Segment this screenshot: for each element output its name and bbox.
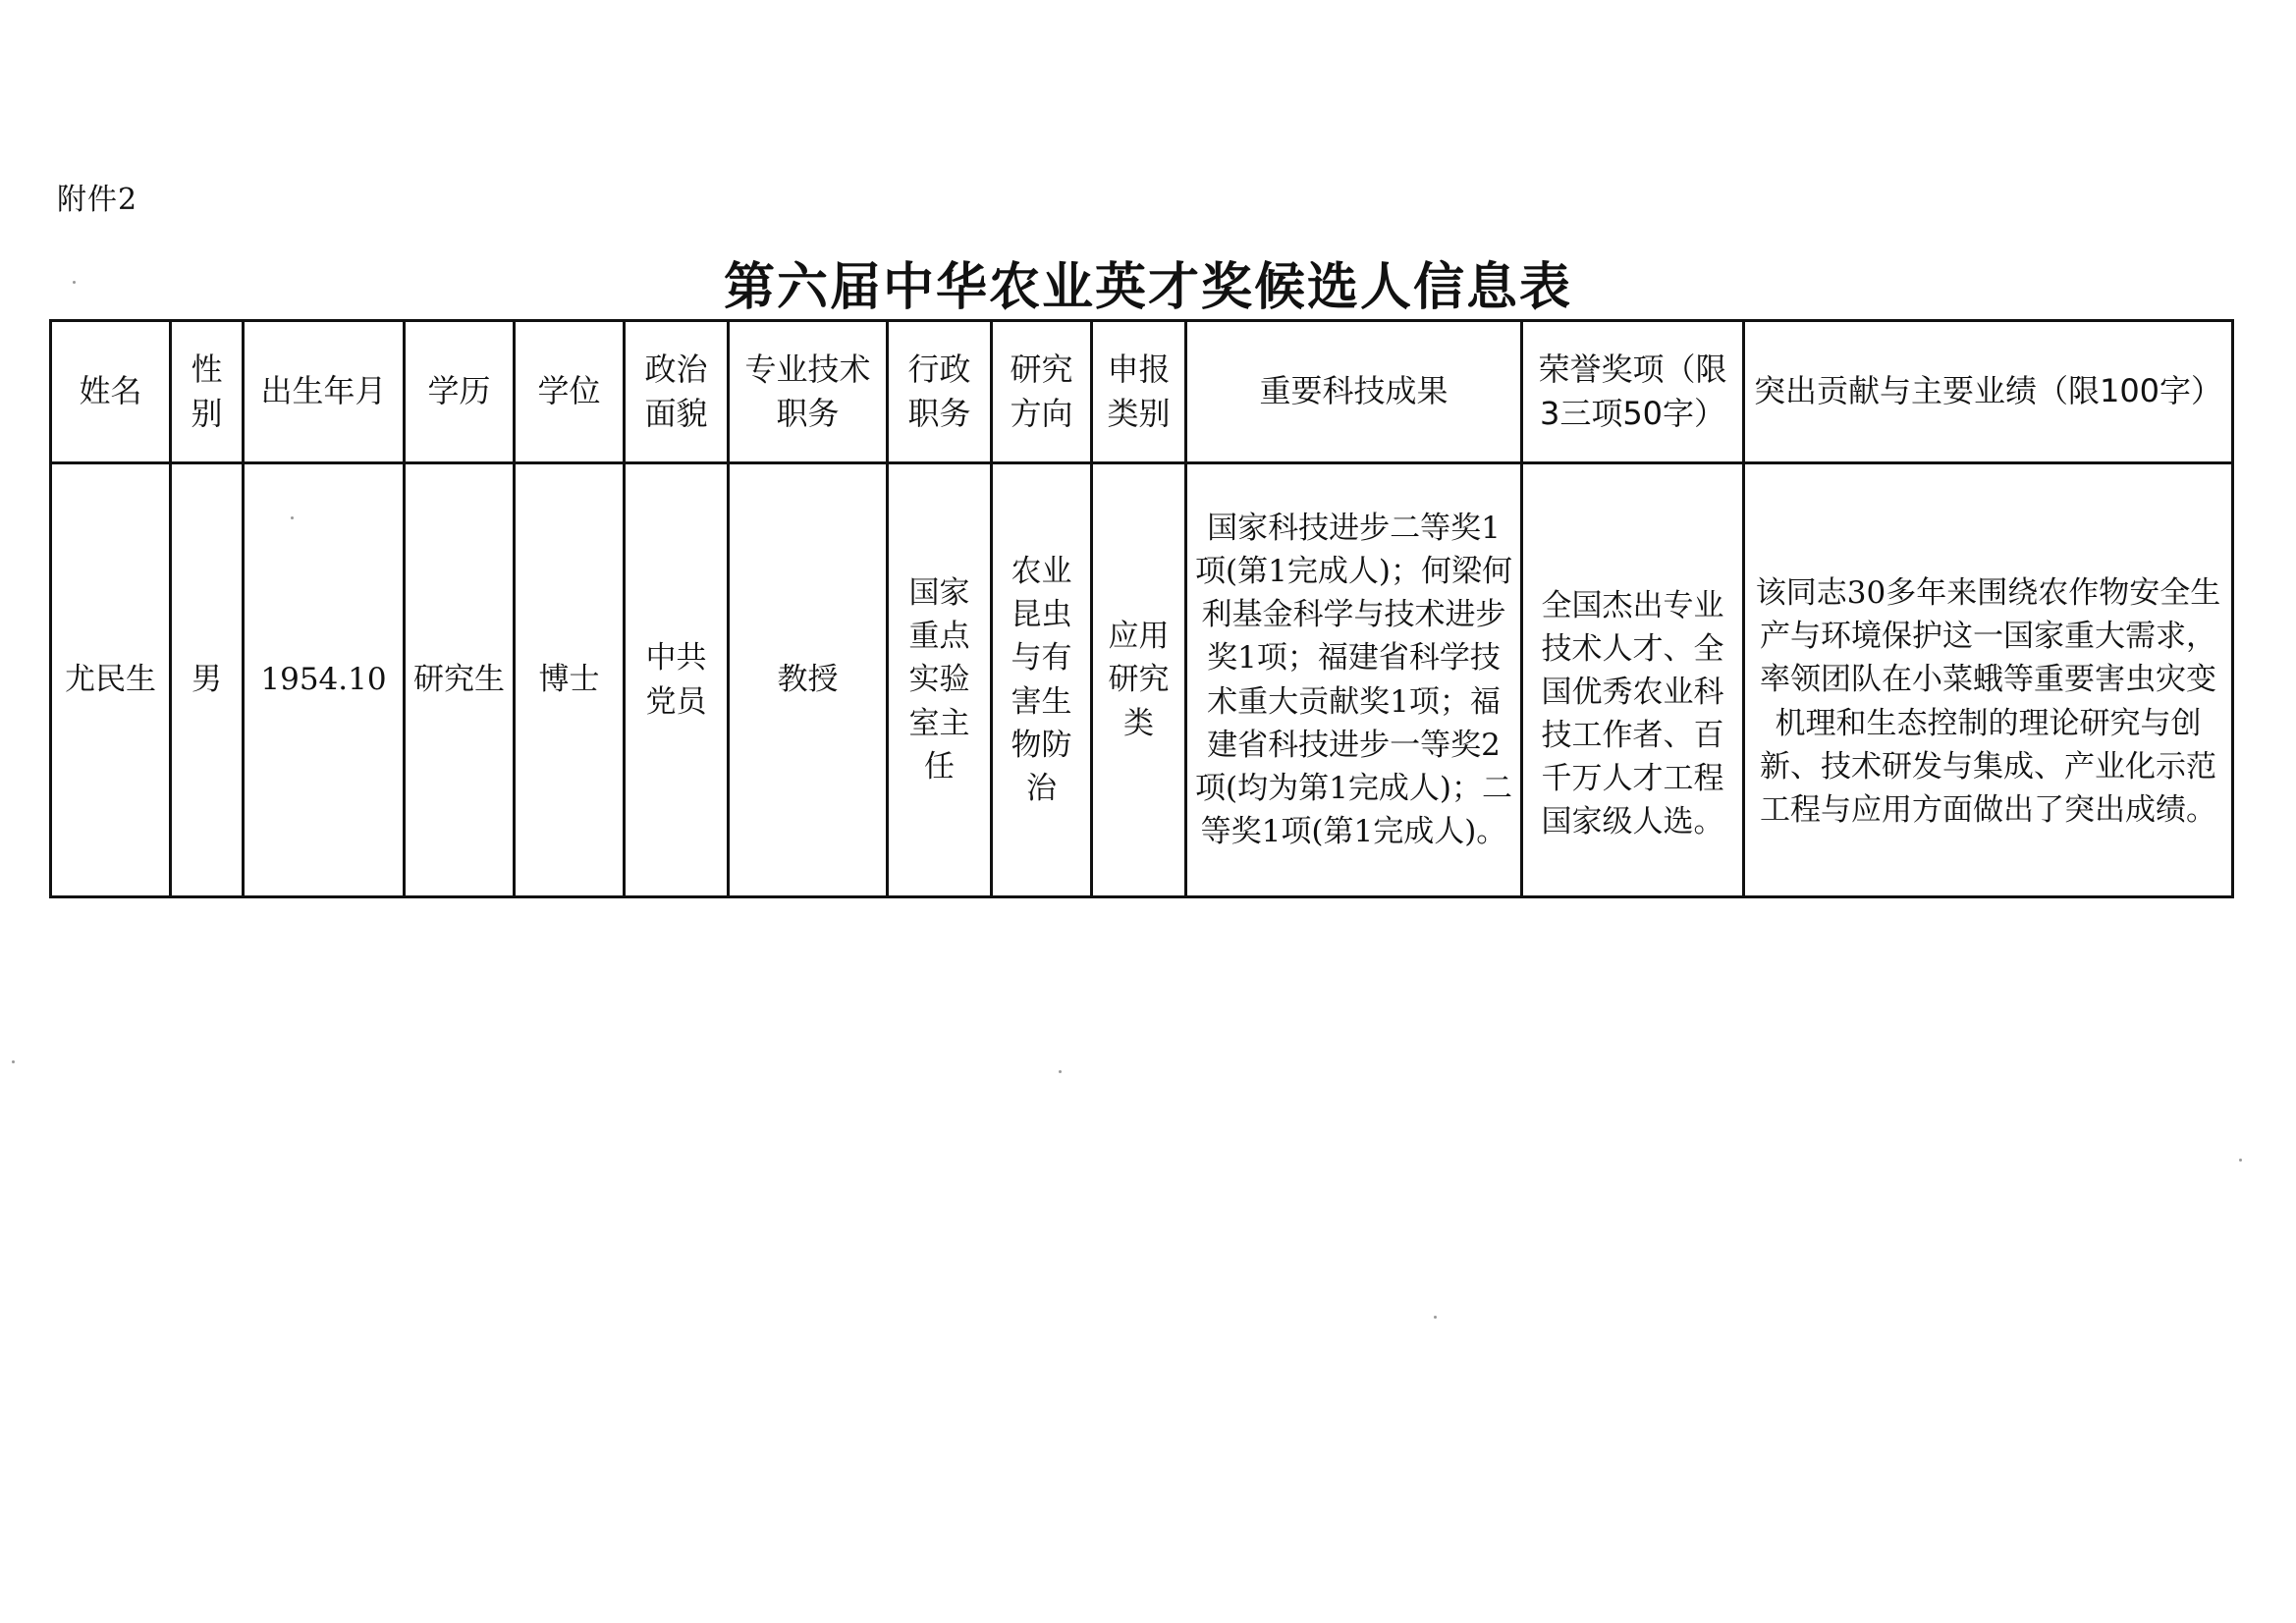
header-honors: 荣誉奖项（限3三项50字） [1522, 321, 1744, 463]
header-contributions: 突出贡献与主要业绩（限100字） [1744, 321, 2233, 463]
cell-achievements: 国家科技进步二等奖1项(第1完成人)；何梁何利基金科学与技术进步奖1项；福建省科学技术重大贡献奖1项；福建省科技进步一等奖2项(均为第1完成人)；二等奖1项(第1完成人)。 [1186, 463, 1522, 897]
header-research: 研究方向 [992, 321, 1092, 463]
cell-category: 应用研究类 [1092, 463, 1186, 897]
header-degree: 学位 [515, 321, 625, 463]
table-header-row [51, 321, 2233, 463]
cell-honors: 全国杰出专业技术人才、全国优秀农业科技工作者、百千万人才工程国家级人选。 [1522, 463, 1744, 897]
header-admin-title: 行政职务 [888, 321, 992, 463]
page-title: 第六届中华农业英才奖候选人信息表 [723, 258, 1572, 317]
scan-speck [291, 516, 294, 519]
cell-education: 研究生 [405, 463, 515, 897]
header-category: 申报类别 [1092, 321, 1186, 463]
scan-speck [1434, 1316, 1437, 1319]
cell-research: 农业昆虫与有害生物防治 [992, 463, 1092, 897]
header-achievements: 重要科技成果 [1186, 321, 1522, 463]
candidate-info-table [49, 319, 2234, 898]
scan-speck [12, 1060, 15, 1063]
header-name: 姓名 [51, 321, 171, 463]
header-political: 政治面貌 [625, 321, 729, 463]
scan-speck [73, 281, 76, 284]
header-birth: 出生年月 [244, 321, 405, 463]
cell-name: 尤民生 [51, 463, 171, 897]
cell-tech-title: 教授 [729, 463, 888, 897]
attachment-label: 附件2 [57, 183, 138, 217]
cell-birth: 1954.10 [244, 463, 405, 897]
header-education: 学历 [405, 321, 515, 463]
header-gender: 性别 [171, 321, 244, 463]
cell-contributions: 该同志30多年来围绕农作物安全生产与环境保护这一国家重大需求，率领团队在小菜蛾等重要害虫灾变机理和生态控制的理论研究与创新、技术研发与集成、产业化示范工程与应用方面做出了突出成绩。 [1744, 463, 2233, 897]
cell-degree: 博士 [515, 463, 625, 897]
cell-political: 中共党员 [625, 463, 729, 897]
cell-gender: 男 [171, 463, 244, 897]
scan-speck [1059, 1070, 1062, 1073]
header-tech-title: 专业技术职务 [729, 321, 888, 463]
scan-speck [2239, 1159, 2242, 1162]
table-row [51, 463, 2233, 897]
cell-admin-title: 国家重点实验室主任 [888, 463, 992, 897]
